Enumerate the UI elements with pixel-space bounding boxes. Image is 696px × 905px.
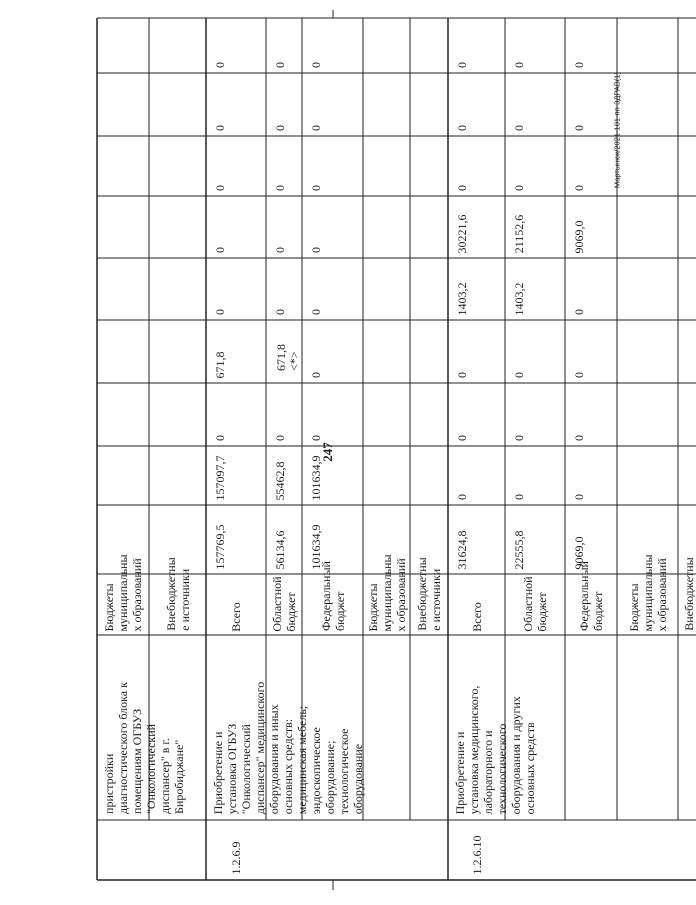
funding-source-line: Внебюджетны — [163, 557, 178, 631]
funding-source-line: бюджет — [284, 591, 298, 632]
value-cell: 0 — [512, 125, 526, 131]
funding-source — [521, 576, 549, 631]
row-name-line: основных средств — [523, 721, 537, 814]
funding-source-line: х образований — [654, 557, 669, 632]
value-cell: 0 — [309, 435, 323, 441]
row-name-line: оборудование — [351, 743, 365, 815]
row-name-line: установка ОГБУЗ — [225, 723, 239, 815]
funding-source-line: муниципальны — [640, 553, 655, 632]
value-cell: 1403,2 — [455, 282, 469, 315]
funding-source-line: бюджет — [332, 591, 347, 631]
value-cell: 0 — [273, 185, 287, 191]
row-name-line: Биробиджане" — [172, 739, 186, 814]
value-cell: 157097,7 — [213, 455, 227, 500]
row-name-line: медицинская мебель; — [295, 705, 309, 815]
value-cell: 0 — [455, 185, 469, 191]
row-name-line: диагностического блока к — [116, 682, 130, 814]
row-name-line: помещениям ОГБУЗ — [130, 708, 144, 814]
row-name-line: диспансер" в г. — [158, 737, 172, 814]
value-cell: 22555,8 — [512, 530, 526, 569]
row-name-line: Приобретение и — [211, 731, 225, 815]
row-name-line: технологического — [495, 723, 509, 814]
value-cell: 0 — [572, 62, 586, 68]
row-name-line: оборудования и других — [509, 695, 523, 814]
row-name — [453, 685, 537, 814]
value-cell: 101634,9 — [309, 524, 323, 569]
value-cell: 671,8 — [213, 351, 227, 378]
value-cell: 0 — [309, 125, 323, 131]
page-number: 247 — [320, 442, 335, 462]
value-cell: 0 — [512, 62, 526, 68]
funding-source — [415, 557, 443, 631]
value-cell: 0 — [512, 372, 526, 378]
funding-source-line: е источники — [177, 568, 192, 631]
funding-source — [470, 602, 484, 631]
funding-source-line: Бюджеты — [365, 582, 380, 632]
row-name-line: основных средств: — [281, 718, 295, 815]
value-cell: 0 — [273, 309, 287, 315]
value-cell: 0 — [273, 435, 287, 441]
value-cell: 0 — [455, 125, 469, 131]
row-code: 1.2.6.10 — [469, 835, 484, 874]
value-cell: 0 — [213, 247, 227, 253]
value-cell: 0 — [455, 435, 469, 441]
value-cell: 0 — [213, 125, 227, 131]
funding-source — [270, 576, 298, 631]
value-cell: 0 — [309, 309, 323, 315]
value-cell: 9069,0 — [572, 536, 586, 569]
value-cell: 0 — [273, 247, 287, 253]
row-name-line: оборудование; — [323, 740, 337, 815]
value-cell: 0 — [309, 372, 323, 378]
funding-source-line: бюджет — [535, 591, 549, 632]
funding-source — [577, 561, 605, 631]
value-cell: 0 — [213, 435, 227, 441]
value-cell: 101634,9 — [309, 455, 323, 500]
funding-source — [229, 602, 243, 631]
row-code: 1.2.6.9 — [229, 841, 243, 874]
funding-source-line: х образований — [130, 557, 144, 632]
funding-source-line: муниципальны — [379, 553, 394, 632]
value-cell: 0 — [455, 62, 469, 68]
row-name-line: диспансер" медицинского — [253, 681, 267, 815]
value-cell: 1403,2 — [512, 282, 526, 315]
value-cell: 0 — [309, 62, 323, 68]
row-name-line: эндоскопическое — [309, 727, 323, 815]
funding-source-line: Всего — [229, 601, 243, 632]
funding-source-line: Областной — [521, 575, 535, 632]
value-cell: 30221,6 — [455, 214, 469, 253]
row-name-line: лабораторного и — [481, 729, 495, 814]
value-cell: 31624,8 — [455, 530, 469, 569]
value-cell: 21152,6 — [512, 214, 526, 253]
row-name — [211, 682, 365, 814]
funding-source — [366, 554, 408, 631]
value-cell: 0 — [309, 185, 323, 191]
row-name-line: "Онкологический — [144, 723, 158, 814]
value-cell: 0 — [213, 62, 227, 68]
funding-source — [319, 561, 347, 631]
row-name-line: Приобретение и — [453, 731, 467, 814]
value-cell: 0 — [572, 372, 586, 378]
value-cell: 0 — [213, 185, 227, 191]
row-name-line: установка медицинского, — [467, 685, 481, 814]
funding-source — [102, 554, 144, 631]
value-cell: 157769,5 — [213, 524, 227, 569]
row-name-line: "Онкологический — [239, 724, 253, 815]
funding-source — [164, 557, 192, 631]
value-cell: 0 — [572, 309, 586, 315]
funding-source-line: Бюджеты — [102, 582, 116, 632]
value-cell: 56134,6 — [273, 530, 287, 569]
funding-source-line: Федеральный — [318, 561, 333, 631]
funding-source-line: Областной — [270, 575, 284, 632]
value-cell: 0 — [455, 372, 469, 378]
funding-source-line: Внебюджетны — [415, 557, 429, 631]
row-name-line: оборудования и иных — [267, 704, 281, 815]
funding-source — [627, 554, 669, 631]
funding-source-line: е источники — [429, 568, 443, 631]
value-cell: 0 — [455, 494, 469, 500]
funding-source-line: Внебюджетны — [682, 557, 696, 631]
value-cell: 55462,8 — [273, 461, 287, 500]
funding-source-line: Бюджеты — [626, 582, 641, 632]
funding-source-line: муниципальны — [116, 553, 130, 632]
value-cell: 671,8 <*> — [274, 343, 301, 371]
value-cell: 0 — [273, 125, 287, 131]
value-cell: 0 — [572, 494, 586, 500]
value-cell: 0 — [213, 309, 227, 315]
value-cell: 0 — [572, 125, 586, 131]
value-cell: 0 — [309, 247, 323, 253]
funding-source-line: х образований — [393, 557, 408, 632]
funding-source-line: Федеральный — [577, 561, 591, 631]
funding-source-line: Всего — [469, 601, 484, 632]
value-cell: 0 — [512, 435, 526, 441]
row-name-line: пристройки — [102, 753, 116, 814]
document-code: Мартынюк/2021-101-пп-3ДРАВ(1) — [612, 71, 622, 189]
row-name — [102, 682, 186, 814]
value-cell: 0 — [512, 185, 526, 191]
funding-source — [682, 557, 696, 631]
value-cell: 0 — [512, 494, 526, 500]
value-cell: 9069,0 — [572, 220, 586, 253]
value-cell: 0 — [572, 435, 586, 441]
value-cell: 0 — [572, 185, 586, 191]
row-name-line: технологическое — [337, 728, 351, 815]
funding-source-line: бюджет — [591, 591, 605, 631]
value-cell: 0 — [273, 62, 287, 68]
